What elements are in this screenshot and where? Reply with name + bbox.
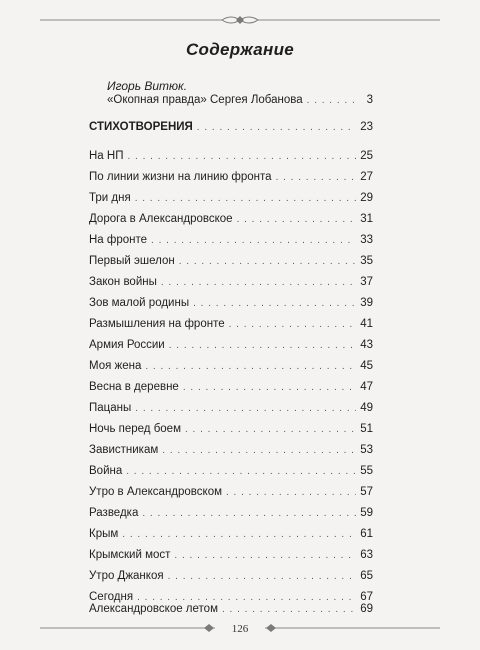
dot-leader (168, 571, 357, 582)
toc-entry[interactable] (89, 234, 373, 250)
toc-entry-label: Три дня (89, 192, 131, 204)
toc-entry[interactable] (89, 570, 373, 586)
toc-entry[interactable] (89, 402, 373, 418)
dot-leader (169, 340, 356, 351)
toc-section-poems[interactable] (89, 121, 373, 137)
toc-entry-label: Первый эшелон (89, 255, 175, 267)
toc-entry-page: 57 (360, 486, 373, 498)
toc-entry[interactable] (89, 465, 373, 481)
dot-leader (226, 487, 356, 498)
dot-leader (126, 466, 356, 477)
toc-entry-label: Моя жена (89, 360, 142, 372)
toc-entry[interactable] (89, 297, 373, 313)
toc-entry[interactable] (89, 549, 373, 565)
dot-leader (145, 361, 356, 372)
toc-entry-label: Утро Джанкоя (89, 570, 164, 582)
toc-entry-label: «Окопная правда» Сергея Лобанова (107, 94, 303, 106)
dot-leader (142, 508, 356, 519)
dot-leader (179, 256, 356, 267)
dot-leader (193, 298, 356, 309)
toc-entry-label: На фронте (89, 234, 148, 246)
dot-leader (197, 122, 356, 133)
toc-entry[interactable] (89, 318, 373, 334)
toc-entry-page: 55 (360, 465, 373, 477)
toc-entry-label: Крым (89, 528, 119, 540)
toc-entry-page: 51 (360, 423, 373, 435)
toc-entry-page: 25 (360, 150, 373, 162)
toc-entry-page: 67 (360, 591, 373, 603)
toc-entry-page: 63 (360, 549, 373, 561)
top-ornament-divider (0, 13, 480, 27)
dot-leader (135, 403, 356, 414)
dot-leader (307, 95, 357, 106)
toc-entry-page: 37 (360, 276, 373, 288)
toc-entry[interactable] (89, 444, 373, 460)
toc-entry-label: Война (89, 465, 123, 477)
dot-leader (137, 592, 356, 603)
toc-entry[interactable] (89, 423, 373, 439)
toc-entry-page: 33 (360, 234, 373, 246)
dot-leader (135, 193, 357, 204)
toc-entry[interactable] (89, 255, 373, 271)
dot-leader (276, 172, 357, 183)
dot-leader (183, 382, 356, 393)
toc-entry-page: 3 (366, 94, 373, 106)
toc-entry-label: По линии жизни на линию фронта (89, 171, 272, 183)
dot-leader (229, 319, 357, 330)
toc-entry-page: 27 (360, 171, 373, 183)
dot-leader (127, 151, 356, 162)
toc-section-page: 23 (360, 121, 373, 133)
toc-entry-label: Сегодня (89, 591, 134, 603)
toc-entry-page: 35 (360, 255, 373, 267)
toc-entry[interactable] (89, 486, 373, 502)
toc-entry-label: Утро в Александровском (89, 486, 222, 498)
toc-entry-page: 53 (360, 444, 373, 456)
dot-leader (151, 235, 356, 246)
dot-leader (174, 550, 356, 561)
toc-entry-page: 43 (360, 339, 373, 351)
toc-entry[interactable] (89, 381, 373, 397)
dot-leader (222, 604, 356, 615)
dot-leader (122, 529, 356, 540)
toc-entry[interactable] (89, 528, 373, 544)
toc-entry-label: Закон войны (89, 276, 157, 288)
toc-entry-label: Ночь перед боем (89, 423, 181, 435)
toc-entry-page: 39 (360, 297, 373, 309)
intro-author: Игорь Витюк. (107, 79, 188, 93)
toc-entry-page: 69 (360, 603, 373, 615)
toc-entry[interactable] (89, 603, 373, 619)
toc-entry-intro[interactable] (107, 94, 373, 110)
toc-entry[interactable] (89, 507, 373, 523)
toc-entry-label: Пацаны (89, 402, 132, 414)
toc-entry-page: 65 (360, 570, 373, 582)
toc-entry-page: 29 (360, 192, 373, 204)
toc-entry[interactable] (89, 276, 373, 292)
toc-entry-label: Размышления на фронте (89, 318, 225, 330)
toc-entry-page: 31 (360, 213, 373, 225)
toc-entry-page: 49 (360, 402, 373, 414)
toc-entry[interactable] (89, 339, 373, 355)
dot-leader (185, 424, 356, 435)
toc-entry-label: Зов малой родины (89, 297, 190, 309)
dot-leader (161, 277, 356, 288)
toc-entry[interactable] (89, 150, 373, 166)
toc-entry-label: Александровское летом (89, 603, 218, 615)
toc-entry-label: Разведка (89, 507, 139, 519)
dot-leader (237, 214, 357, 225)
bottom-ornament-divider (0, 621, 480, 635)
toc-entry-label: Завистникам (89, 444, 159, 456)
toc-entry-label: Армия России (89, 339, 165, 351)
toc-entry[interactable] (89, 360, 373, 376)
toc-entry-page: 41 (360, 318, 373, 330)
dot-leader (162, 445, 356, 456)
toc-entry[interactable] (89, 213, 373, 229)
toc-entry-page: 59 (360, 507, 373, 519)
toc-entry-page: 61 (360, 528, 373, 540)
toc-entry[interactable] (89, 171, 373, 187)
toc-entry-label: Дорога в Александровское (89, 213, 233, 225)
toc-entry[interactable] (89, 192, 373, 208)
toc-entry-page: 45 (360, 360, 373, 372)
toc-section-label: СТИХОТВОРЕНИЯ (89, 121, 193, 133)
page-number: 126 (231, 623, 249, 635)
toc-entry-page: 47 (360, 381, 373, 393)
toc-entry-label: На НП (89, 150, 124, 162)
page-title: Содержание (185, 40, 295, 59)
toc-entry-label: Весна в деревне (89, 381, 179, 393)
toc-entry-label: Крымский мост (89, 549, 171, 561)
